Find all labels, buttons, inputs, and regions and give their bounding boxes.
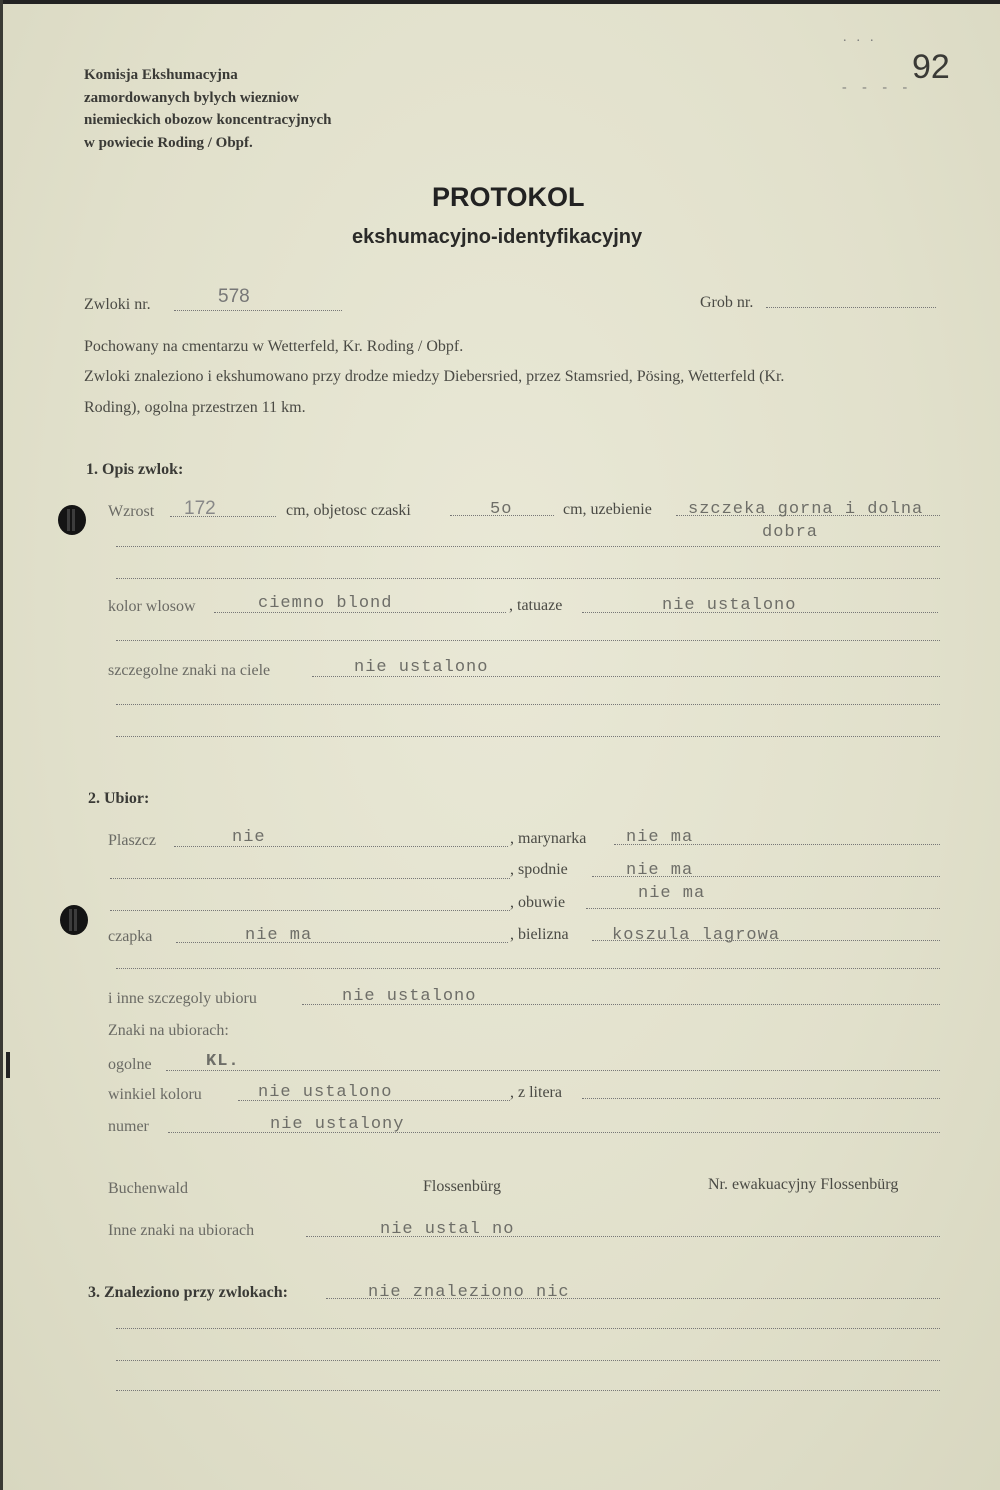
litera-label: , z litera bbox=[510, 1084, 562, 1101]
marynarka-label: , marynarka bbox=[510, 830, 587, 847]
blank-line bbox=[116, 704, 940, 705]
czaska-value: 5o bbox=[490, 500, 513, 519]
blank-line bbox=[116, 640, 940, 641]
obuwie-value: nie ma bbox=[638, 884, 706, 903]
wzrost-value: 172 bbox=[184, 498, 216, 519]
ogolne-value: KL. bbox=[206, 1052, 240, 1071]
found-text-2: Roding), ogolna przestrzen 11 km. bbox=[84, 399, 306, 416]
plaszcz-label: Plaszcz bbox=[108, 832, 156, 849]
winkiel-label: winkiel koloru bbox=[108, 1086, 202, 1103]
page-number: 92 bbox=[912, 48, 950, 86]
ogolne-label: ogolne bbox=[108, 1056, 152, 1073]
uzebienie-value: szczeka gorna i dolna bbox=[688, 500, 924, 519]
blank-line bbox=[110, 878, 510, 879]
grob-line bbox=[766, 307, 936, 308]
bielizna-label: , bielizna bbox=[510, 926, 569, 943]
document-title: PROTOKOL bbox=[432, 182, 585, 212]
litera-line bbox=[582, 1098, 940, 1099]
czapka-label: czapka bbox=[108, 928, 153, 945]
section1-heading: 1. Opis zwlok: bbox=[86, 461, 184, 478]
winkiel-value: nie ustalono bbox=[258, 1083, 393, 1102]
grob-label: Grob nr. bbox=[700, 294, 754, 311]
spodnie-value: nie ma bbox=[626, 861, 694, 880]
header-line: Komisja Ekshumacyjna bbox=[84, 67, 238, 83]
marynarka-value: nie ma bbox=[626, 828, 694, 847]
zwloki-line bbox=[174, 310, 342, 311]
tatuaze-value: nie ustalono bbox=[662, 596, 797, 615]
section3-heading: 3. Znaleziono przy zwlokach: bbox=[88, 1284, 288, 1301]
zwloki-label: Zwloki nr. bbox=[84, 296, 151, 313]
czapka-value: nie ma bbox=[245, 926, 313, 945]
buchenwald-label: Buchenwald bbox=[108, 1180, 188, 1197]
commission-header bbox=[84, 64, 331, 154]
znaki-ubior-heading: Znaki na ubiorach: bbox=[108, 1022, 229, 1039]
numer-value: nie ustalony bbox=[270, 1115, 405, 1134]
header-line: zamordowanych bylych wiezniow bbox=[84, 89, 299, 106]
header-line: niemieckich obozow koncentracyjnych bbox=[84, 112, 332, 128]
blank-line bbox=[116, 1360, 940, 1361]
edge-mark bbox=[6, 1052, 10, 1078]
znaki-label: szczegolne znaki na ciele bbox=[108, 662, 271, 679]
bielizna-value: koszula lagrowa bbox=[612, 926, 781, 945]
inne-value: nie ustalono bbox=[342, 987, 477, 1006]
wzrost-label: Wzrost bbox=[108, 503, 155, 520]
tatuaze-label: , tatuaze bbox=[509, 597, 563, 614]
section2-heading: 2. Ubior: bbox=[88, 790, 150, 807]
pencil-dots: ... bbox=[843, 30, 884, 45]
document-subtitle: ekshumacyjno-identyfikacyjny bbox=[352, 226, 643, 248]
wlosy-value: ciemno blond bbox=[258, 594, 393, 613]
blank-line bbox=[116, 1390, 940, 1391]
uzebienie-value-2: dobra bbox=[762, 523, 819, 542]
flossenburg-label: Flossenbürg bbox=[423, 1178, 501, 1195]
inne-label: i inne szczegoly ubioru bbox=[108, 990, 257, 1007]
blank-line bbox=[116, 546, 940, 547]
blank-line bbox=[116, 968, 940, 969]
punch-hole bbox=[58, 505, 86, 535]
blank-line bbox=[116, 578, 940, 579]
scan-top-edge bbox=[0, 0, 1000, 4]
plaszcz-value: nie bbox=[232, 828, 266, 847]
cm-uzebienie-label: cm, uzebienie bbox=[563, 501, 652, 518]
cemetery-text: Pochowany na cmentarzu w Wetterfeld, Kr. Roding / Obpf. bbox=[84, 338, 464, 355]
ewakuacyjny-label: Nr. ewakuacyjny Flossenbürg bbox=[708, 1176, 899, 1193]
header-line: w powiecie Roding / Obpf. bbox=[84, 134, 253, 151]
section3-value: nie znaleziono nic bbox=[368, 1283, 570, 1302]
obuwie-label: , obuwie bbox=[510, 894, 566, 911]
plaszcz-line bbox=[174, 846, 508, 847]
znaki-value: nie ustalono bbox=[354, 658, 489, 677]
blank-line bbox=[116, 1328, 940, 1329]
scan-left-edge bbox=[0, 0, 3, 1490]
punch-hole bbox=[60, 905, 88, 935]
pencil-dashes: - - - - bbox=[842, 80, 914, 95]
blank-line bbox=[116, 736, 940, 737]
obuwie-line bbox=[586, 908, 940, 909]
found-text-1: Zwloki znaleziono i ekshumowano przy drodze miedzy Diebersried, przez Stamsried, Pösing, Wetterfeld (Kr. bbox=[84, 368, 785, 385]
spodnie-label: , spodnie bbox=[510, 861, 568, 878]
cm-czaska-label: cm, objetosc czaski bbox=[286, 502, 411, 519]
blank-line bbox=[110, 910, 510, 911]
ogolne-line bbox=[166, 1070, 940, 1071]
inne-znaki-value: nie ustal no bbox=[380, 1220, 515, 1239]
zwloki-value: 578 bbox=[218, 286, 250, 307]
czapka-line bbox=[176, 942, 508, 943]
inne-znaki-label: Inne znaki na ubiorach bbox=[108, 1222, 255, 1239]
numer-label: numer bbox=[108, 1118, 149, 1135]
wlosy-label: kolor wlosow bbox=[108, 598, 196, 615]
